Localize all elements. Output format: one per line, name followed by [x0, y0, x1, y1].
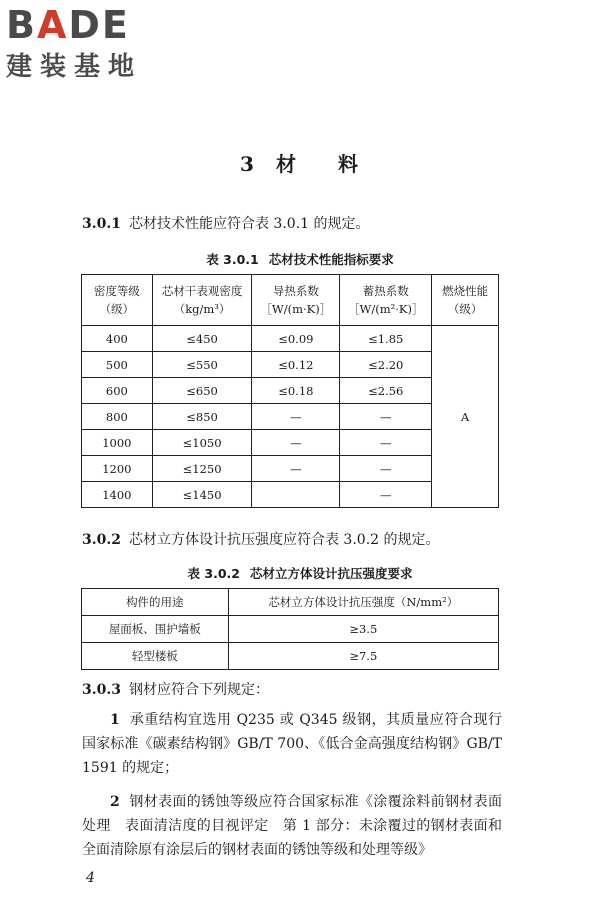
table-3-0-2-caption: 表 3.0.2 芯材立方体设计抗压强度要求: [187, 566, 413, 581]
header-component-use: 构件的用途: [82, 589, 229, 616]
clause-3-0-3-item-1: 1 承重结构宜选用 Q235 或 Q345 级钢，其质量应符合现行国家标准《碳素结构钢》GB/T 700、《低合金高强度结构钢》GB/T 1591 的规定；: [82, 712, 502, 776]
table-row: 1000 ≤1050 — —: [82, 430, 499, 456]
page-number: 4: [86, 870, 95, 886]
table-row: 屋面板、围护墙板 ≥3.5: [82, 616, 499, 643]
header-density-grade: 密度等级 （级）: [82, 275, 153, 326]
clause-3-0-3: 3.0.3 钢材应符合下列规定：: [82, 682, 269, 698]
logo-subtitle: 建装基地: [6, 52, 143, 82]
table-header-row: [82, 275, 499, 326]
clause-3-0-1: 3.0.1 芯材技术性能应符合表 3.0.1 的规定。: [82, 216, 370, 232]
header-heat-storage: 蓄热系数 ［W/(m²·K)］: [340, 275, 432, 326]
table-header-row: [82, 589, 499, 616]
table-row: 500 ≤550 ≤0.12 ≤2.20: [82, 352, 499, 378]
header-thermal-conductivity: 导热系数 ［W/(m·K)］: [252, 275, 340, 326]
table-row: 轻型楼板 ≥7.5: [82, 643, 499, 670]
table-compressive-strength: [81, 588, 499, 670]
header-compressive-strength: 芯材立方体设计抗压强度（N/mm²）: [228, 589, 498, 616]
fire-rating-cell: A: [432, 326, 499, 508]
header-dry-density: 芯材干表观密度 （kg/m³）: [152, 275, 252, 326]
table-row: 1200 ≤1250 — —: [82, 456, 499, 482]
chapter-title: 3 材 料: [240, 152, 360, 176]
header-fire-rating: 燃烧性能 （级）: [432, 275, 499, 326]
clause-3-0-2: 3.0.2 芯材立方体设计抗压强度应符合表 3.0.2 的规定。: [82, 532, 440, 548]
table-row: 1400 ≤1450 —: [82, 482, 499, 508]
table-core-performance: [81, 274, 499, 508]
table-row: 600 ≤650 ≤0.18 ≤2.56: [82, 378, 499, 404]
table-3-0-1-caption: 表 3.0.1 芯材技术性能指标要求: [206, 252, 394, 267]
table-row: 400 ≤450 ≤0.09 ≤1.85 A: [82, 326, 499, 352]
clause-3-0-3-item-2: 2 钢材表面的锈蚀等级应符合国家标准《涂覆涂料前钢材表面处理 表面清洁度的目视评定 第 1 部分：未涂覆过的钢材表面和全面清除原有涂层后的钢材表面的锈蚀等级和处理等级》: [82, 794, 502, 858]
logo-wordmark: BADE: [6, 3, 130, 47]
brand-logo: [6, 4, 176, 82]
table-row: 800 ≤850 — —: [82, 404, 499, 430]
